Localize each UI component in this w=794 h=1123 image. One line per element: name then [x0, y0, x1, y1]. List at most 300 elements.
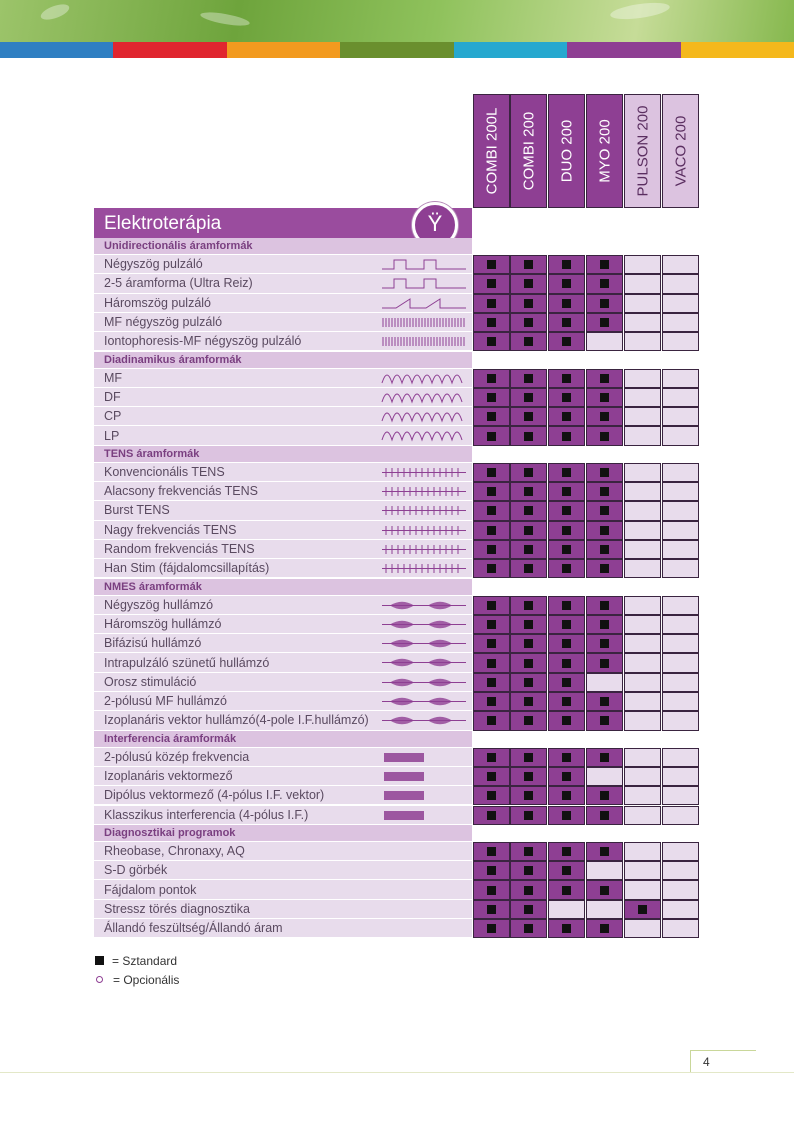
- row-label: NMES áramformák: [104, 580, 202, 593]
- standard-cell: [586, 748, 623, 767]
- row-label: Fájdalom pontok: [104, 882, 197, 897]
- filled-square-icon: [524, 545, 533, 554]
- row-label: Diadinamikus áramformák: [104, 353, 242, 366]
- standard-cell: [510, 313, 547, 332]
- leaf-decoration: [39, 1, 71, 23]
- filled-square-icon: [524, 659, 533, 668]
- row-label: Dipólus vektormező (4-pólus I.F. vektor): [104, 788, 325, 803]
- row-label: Háromszög pulzáló: [104, 295, 211, 310]
- empty-cell: [624, 615, 661, 634]
- empty-cell: [624, 332, 661, 351]
- empty-cell: [662, 521, 699, 540]
- table-row: [94, 294, 472, 313]
- waveform-icon: [380, 484, 468, 498]
- filled-square-icon: [524, 412, 533, 421]
- filled-square-icon: [562, 299, 571, 308]
- filled-square-icon: [562, 545, 571, 554]
- standard-cell: [510, 767, 547, 786]
- filled-square-icon: [487, 716, 496, 725]
- empty-cell: [624, 463, 661, 482]
- filled-square-icon: [524, 639, 533, 648]
- filled-square-icon: [562, 924, 571, 933]
- filled-square-icon: [600, 487, 609, 496]
- standard-cell: [548, 615, 585, 634]
- color-stripe: [340, 42, 453, 58]
- filled-square-icon: [524, 279, 533, 288]
- empty-cell: [662, 388, 699, 407]
- empty-cell: [624, 711, 661, 730]
- standard-cell: [586, 255, 623, 274]
- empty-cell: [624, 369, 661, 388]
- filled-square-icon: [562, 659, 571, 668]
- filled-square-icon: [487, 601, 496, 610]
- filled-square-icon: [487, 659, 496, 668]
- standard-cell: [510, 294, 547, 313]
- empty-cell: [624, 388, 661, 407]
- standard-cell: [586, 426, 623, 445]
- filled-square-icon: [600, 924, 609, 933]
- filled-square-icon: [487, 697, 496, 706]
- legend-label: = Sztandard: [112, 954, 178, 968]
- filled-square-icon: [600, 716, 609, 725]
- empty-cell: [662, 919, 699, 938]
- filled-square-icon: [524, 260, 533, 269]
- filled-square-icon: [562, 279, 571, 288]
- filled-square-icon: [487, 772, 496, 781]
- table-row: [94, 711, 472, 730]
- row-label: MF: [104, 370, 123, 385]
- filled-square-icon: [487, 905, 496, 914]
- filled-square-icon: [524, 468, 533, 477]
- empty-cell: [662, 540, 699, 559]
- standard-cell: [586, 407, 623, 426]
- standard-cell: [510, 482, 547, 501]
- standard-cell: [548, 255, 585, 274]
- standard-cell: [548, 482, 585, 501]
- standard-cell: [586, 313, 623, 332]
- column-header: [586, 94, 623, 208]
- table-row: [94, 540, 472, 559]
- filled-square-icon: [600, 811, 609, 820]
- filled-square-icon: [600, 279, 609, 288]
- empty-cell: [662, 332, 699, 351]
- waveform-icon: [380, 561, 468, 575]
- column-header: [548, 94, 585, 208]
- filled-square-icon: [600, 620, 609, 629]
- table-row: [94, 880, 472, 899]
- filled-square-icon: [487, 393, 496, 402]
- row-label: Diagnosztikai programok: [104, 826, 236, 839]
- empty-cell: [586, 767, 623, 786]
- empty-cell: [624, 426, 661, 445]
- row-label: Burst TENS: [104, 503, 170, 518]
- table-row: [94, 521, 472, 540]
- table-row: [94, 332, 472, 351]
- row-label: Intrapulzáló szünetű hullámzó: [104, 655, 270, 670]
- standard-cell: [510, 463, 547, 482]
- filled-square-icon: [562, 866, 571, 875]
- row-label: LP: [104, 428, 120, 443]
- standard-cell: [586, 596, 623, 615]
- standard-cell: [473, 634, 510, 653]
- table-row: [94, 842, 472, 861]
- row-label: Unidirectionális áramformák: [104, 240, 253, 252]
- filled-square-icon: [487, 526, 496, 535]
- filled-square-icon: [600, 886, 609, 895]
- filled-square-icon: [487, 545, 496, 554]
- row-label: Stressz törés diagnosztika: [104, 901, 250, 916]
- standard-cell: [473, 880, 510, 899]
- waveform-icon: [380, 655, 468, 669]
- filled-square-icon: [600, 697, 609, 706]
- empty-cell: [586, 861, 623, 880]
- empty-cell: [624, 806, 661, 825]
- standard-cell: [473, 900, 510, 919]
- standard-cell: [510, 615, 547, 634]
- standard-cell: [473, 861, 510, 880]
- standard-cell: [473, 482, 510, 501]
- electrode-icon: Ÿ: [412, 202, 458, 248]
- empty-cell: [662, 501, 699, 520]
- standard-cell: [510, 521, 547, 540]
- standard-cell: [548, 294, 585, 313]
- filled-square-icon: [524, 620, 533, 629]
- empty-cell: [624, 653, 661, 672]
- filled-square-icon: [524, 487, 533, 496]
- standard-cell: [548, 559, 585, 578]
- filled-square-icon: [524, 318, 533, 327]
- filled-square-icon: [562, 374, 571, 383]
- filled-square-icon: [524, 564, 533, 573]
- waveform-icon: [380, 523, 468, 537]
- color-stripe-bar: [0, 42, 794, 58]
- standard-cell: [548, 407, 585, 426]
- row-label: 2-pólusú MF hullámzó: [104, 694, 227, 709]
- standard-cell: [548, 767, 585, 786]
- waveform-icon: [380, 598, 468, 612]
- standard-cell: [473, 369, 510, 388]
- filled-square-icon: [562, 678, 571, 687]
- standard-cell: [548, 673, 585, 692]
- leaf-decoration: [200, 10, 251, 29]
- empty-cell: [662, 482, 699, 501]
- empty-cell: [624, 842, 661, 861]
- filled-square-icon: [562, 412, 571, 421]
- empty-cell: [662, 255, 699, 274]
- filled-square-icon: [487, 506, 496, 515]
- empty-cell: [662, 806, 699, 825]
- color-stripe: [113, 42, 226, 58]
- filled-square-icon: [638, 905, 647, 914]
- filled-square-icon: [562, 716, 571, 725]
- table-row: [94, 634, 472, 653]
- empty-cell: [662, 274, 699, 293]
- empty-cell: [624, 861, 661, 880]
- standard-cell: [473, 615, 510, 634]
- standard-cell: [548, 634, 585, 653]
- column-header: [662, 94, 699, 208]
- filled-square-icon: [487, 620, 496, 629]
- table-row: [94, 559, 472, 578]
- filled-square-icon: [524, 716, 533, 725]
- table-row: [94, 673, 472, 692]
- filled-square-icon: [562, 886, 571, 895]
- standard-cell: [473, 767, 510, 786]
- standard-cell: [548, 388, 585, 407]
- standard-cell: [510, 900, 547, 919]
- table-row: [94, 596, 472, 615]
- table-row: [94, 388, 472, 407]
- standard-cell: [624, 900, 661, 919]
- filled-square-icon: [600, 791, 609, 800]
- filled-square-icon: [600, 299, 609, 308]
- filled-square-icon: [95, 956, 104, 965]
- filled-square-icon: [562, 753, 571, 762]
- waveform-icon: [380, 296, 468, 310]
- waveform-icon: [380, 334, 468, 348]
- standard-cell: [510, 501, 547, 520]
- filled-square-icon: [524, 924, 533, 933]
- row-label: Han Stim (fájdalomcsillapítás): [104, 561, 270, 576]
- standard-cell: [473, 692, 510, 711]
- standard-cell: [548, 711, 585, 730]
- table-row: [94, 426, 472, 445]
- table-row: [94, 313, 472, 332]
- filled-square-icon: [600, 506, 609, 515]
- standard-cell: [510, 369, 547, 388]
- filled-square-icon: [487, 639, 496, 648]
- filled-square-icon: [600, 639, 609, 648]
- waveform-icon: [380, 636, 468, 650]
- filled-square-icon: [487, 678, 496, 687]
- column-header-label: COMBI 200: [520, 111, 537, 191]
- table-row: [94, 919, 472, 938]
- filled-square-icon: [524, 678, 533, 687]
- legend-optional: [95, 973, 179, 987]
- standard-cell: [510, 842, 547, 861]
- standard-cell: [586, 615, 623, 634]
- row-label: Alacsony frekvenciás TENS: [104, 484, 258, 499]
- filled-square-icon: [600, 374, 609, 383]
- category-header: [94, 238, 472, 255]
- waveform-icon: [380, 315, 468, 329]
- empty-cell: [662, 900, 699, 919]
- filled-square-icon: [562, 337, 571, 346]
- standard-cell: [586, 482, 623, 501]
- filled-square-icon: [600, 318, 609, 327]
- empty-cell: [662, 711, 699, 730]
- row-label: Állandó feszültség/Állandó áram: [104, 921, 283, 936]
- filled-square-icon: [487, 753, 496, 762]
- waveform-icon: [380, 465, 468, 479]
- table-row: [94, 615, 472, 634]
- color-stripe: [454, 42, 567, 58]
- standard-cell: [586, 559, 623, 578]
- standard-cell: [473, 521, 510, 540]
- filled-square-icon: [524, 847, 533, 856]
- standard-cell: [548, 369, 585, 388]
- filled-square-icon: [562, 772, 571, 781]
- standard-cell: [548, 501, 585, 520]
- open-circle-icon: [96, 976, 103, 983]
- empty-cell: [662, 294, 699, 313]
- filled-square-icon: [487, 811, 496, 820]
- filled-square-icon: [487, 260, 496, 269]
- standard-cell: [473, 294, 510, 313]
- row-label: Orosz stimuláció: [104, 674, 197, 689]
- standard-cell: [510, 673, 547, 692]
- standard-cell: [586, 806, 623, 825]
- empty-cell: [662, 463, 699, 482]
- standard-cell: [586, 521, 623, 540]
- row-label: DF: [104, 389, 121, 404]
- standard-cell: [548, 274, 585, 293]
- filled-square-icon: [562, 601, 571, 610]
- standard-cell: [510, 274, 547, 293]
- standard-cell: [510, 692, 547, 711]
- filled-square-icon: [600, 432, 609, 441]
- legend-label: = Opcionális: [113, 973, 180, 987]
- filled-square-icon: [524, 337, 533, 346]
- table-row: [94, 482, 472, 501]
- waveform-icon: [380, 257, 468, 271]
- table-row: [94, 692, 472, 711]
- filled-square-icon: [600, 526, 609, 535]
- table-row: [94, 806, 472, 825]
- filled-square-icon: [524, 506, 533, 515]
- filled-square-icon: [487, 866, 496, 875]
- empty-cell: [662, 407, 699, 426]
- standard-cell: [473, 842, 510, 861]
- filled-square-icon: [524, 753, 533, 762]
- filled-square-icon: [562, 393, 571, 402]
- empty-cell: [662, 861, 699, 880]
- filled-square-icon: [524, 393, 533, 402]
- standard-cell: [473, 388, 510, 407]
- category-header: [94, 579, 472, 596]
- category-header: [94, 352, 472, 369]
- standard-cell: [510, 880, 547, 899]
- waveform-icon: [380, 788, 468, 802]
- standard-cell: [510, 426, 547, 445]
- standard-cell: [473, 786, 510, 805]
- standard-cell: [473, 596, 510, 615]
- empty-cell: [624, 255, 661, 274]
- standard-cell: [586, 786, 623, 805]
- column-header: [624, 94, 661, 208]
- filled-square-icon: [487, 412, 496, 421]
- table-row: [94, 501, 472, 520]
- filled-square-icon: [600, 601, 609, 610]
- standard-cell: [586, 653, 623, 672]
- standard-cell: [586, 842, 623, 861]
- standard-cell: [510, 388, 547, 407]
- empty-cell: [662, 596, 699, 615]
- standard-cell: [510, 332, 547, 351]
- row-label: Nagy frekvenciás TENS: [104, 522, 237, 537]
- section-title: Elektroterápia: [104, 213, 222, 234]
- empty-cell: [624, 880, 661, 899]
- filled-square-icon: [600, 468, 609, 477]
- filled-square-icon: [600, 260, 609, 269]
- filled-square-icon: [487, 318, 496, 327]
- column-header: [473, 94, 510, 208]
- filled-square-icon: [600, 847, 609, 856]
- empty-cell: [624, 501, 661, 520]
- table-row: [94, 653, 472, 672]
- empty-cell: [662, 692, 699, 711]
- empty-cell: [662, 426, 699, 445]
- standard-cell: [586, 540, 623, 559]
- column-header: [510, 94, 547, 208]
- table-row: [94, 274, 472, 293]
- standard-cell: [510, 861, 547, 880]
- empty-cell: [624, 673, 661, 692]
- row-label: 2-5 áramforma (Ultra Reiz): [104, 276, 253, 291]
- standard-cell: [586, 463, 623, 482]
- table-row: [94, 861, 472, 880]
- filled-square-icon: [562, 564, 571, 573]
- filled-square-icon: [562, 620, 571, 629]
- table-row: [94, 786, 472, 805]
- column-header-label: VACO 200: [672, 115, 689, 187]
- empty-cell: [662, 842, 699, 861]
- color-stripe: [227, 42, 340, 58]
- color-stripe: [0, 42, 113, 58]
- standard-cell: [473, 806, 510, 825]
- filled-square-icon: [487, 487, 496, 496]
- filled-square-icon: [600, 393, 609, 402]
- standard-cell: [473, 274, 510, 293]
- standard-cell: [548, 332, 585, 351]
- standard-cell: [510, 653, 547, 672]
- waveform-icon: [380, 371, 468, 385]
- standard-cell: [548, 521, 585, 540]
- standard-cell: [473, 673, 510, 692]
- empty-cell: [624, 407, 661, 426]
- footer-rule: [0, 1072, 794, 1073]
- filled-square-icon: [524, 811, 533, 820]
- standard-cell: [510, 919, 547, 938]
- filled-square-icon: [524, 432, 533, 441]
- empty-cell: [662, 748, 699, 767]
- filled-square-icon: [487, 374, 496, 383]
- empty-cell: [624, 521, 661, 540]
- filled-square-icon: [562, 432, 571, 441]
- waveform-icon: [380, 617, 468, 631]
- filled-square-icon: [487, 468, 496, 477]
- row-label: CP: [104, 409, 122, 424]
- standard-cell: [548, 880, 585, 899]
- column-header-label: DUO 200: [558, 119, 575, 183]
- filled-square-icon: [524, 697, 533, 706]
- filled-square-icon: [600, 753, 609, 762]
- empty-cell: [662, 653, 699, 672]
- leaf-decoration: [609, 0, 670, 22]
- filled-square-icon: [524, 526, 533, 535]
- row-label: S-D görbék: [104, 863, 168, 878]
- filled-square-icon: [562, 318, 571, 327]
- waveform-icon: [380, 675, 468, 689]
- standard-cell: [473, 559, 510, 578]
- standard-cell: [548, 463, 585, 482]
- empty-cell: [662, 369, 699, 388]
- waveform-icon: [380, 390, 468, 404]
- standard-cell: [510, 711, 547, 730]
- empty-cell: [624, 919, 661, 938]
- standard-cell: [548, 653, 585, 672]
- standard-cell: [473, 426, 510, 445]
